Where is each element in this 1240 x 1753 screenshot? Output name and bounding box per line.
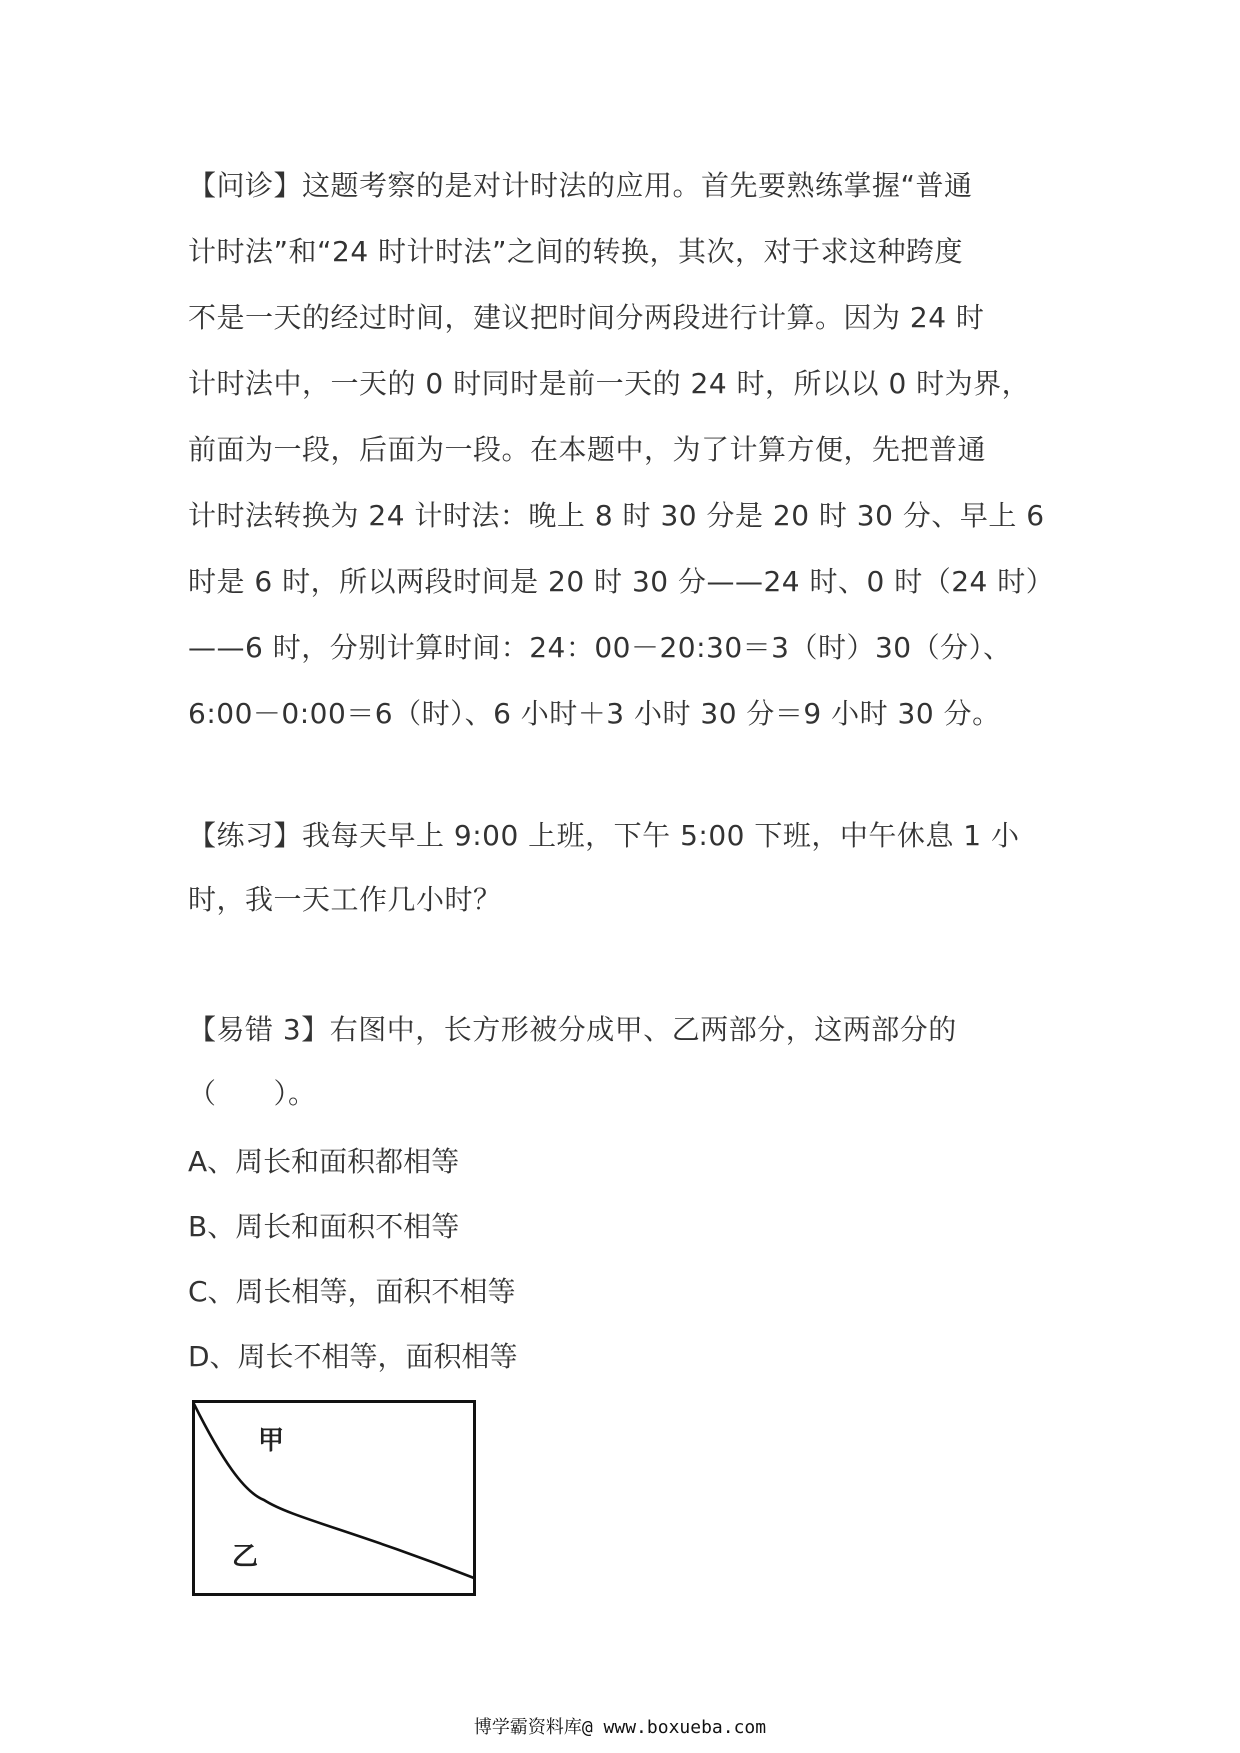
- option-c: C、周长相等，面积不相等: [188, 1275, 516, 1308]
- text-line: 6:00－0:00＝6（时）、6 小时＋3 小时 30 分＝9 小时 30 分。: [188, 697, 1001, 730]
- text-line: 时是 6 时，所以两段时间是 20 时 30 分——24 时、0 时（24 时）: [188, 565, 1055, 598]
- footer-watermark: 博学霸资料库@ www.boxueba.com: [473, 1717, 767, 1738]
- answer-options: [188, 1138, 1060, 1398]
- text-line: 【问诊】这题考察的是对计时法的应用。首先要熟练掌握“普通: [188, 169, 973, 202]
- text-line: 不是一天的经过时间，建议把时间分两段进行计算。因为 24 时: [188, 301, 985, 334]
- text-line: 【练习】我每天早上 9:00 上班，下午 5:00 下班，中午休息 1 小: [188, 819, 1020, 852]
- option-b: B、周长和面积不相等: [188, 1210, 460, 1243]
- text-line: ——6 时，分别计算时间：24：00－20:30＝3（时）30（分）、: [188, 631, 1012, 664]
- region-label-jia: 甲: [258, 1426, 285, 1456]
- region-label-yi: 乙: [232, 1542, 259, 1572]
- rectangle-figure: [192, 1400, 476, 1596]
- option-a: A、周长和面积都相等: [188, 1145, 460, 1178]
- section-yicuo: [188, 1006, 1060, 1134]
- option-d: D、周长不相等，面积相等: [188, 1340, 518, 1373]
- text-line: 计时法转换为 24 计时法：晚上 8 时 30 分是 20 时 30 分、早上 6: [188, 499, 1045, 532]
- text-line: 【易错 3】右图中，长方形被分成甲、乙两部分，这两部分的: [188, 1013, 957, 1046]
- text-line: （ ）。: [188, 1077, 317, 1110]
- text-line: 计时法”和“24 时计时法”之间的转换，其次，对于求这种跨度: [188, 235, 964, 268]
- section-wenzhen: [188, 160, 1060, 754]
- text-line: 计时法中，一天的 0 时同时是前一天的 24 时，所以以 0 时为界，: [188, 367, 1031, 400]
- text-line: 前面为一段，后面为一段。在本题中，为了计算方便，先把普通: [188, 433, 987, 466]
- section-lianxi: [188, 812, 1060, 940]
- text-line: 时，我一天工作几小时？: [188, 883, 502, 916]
